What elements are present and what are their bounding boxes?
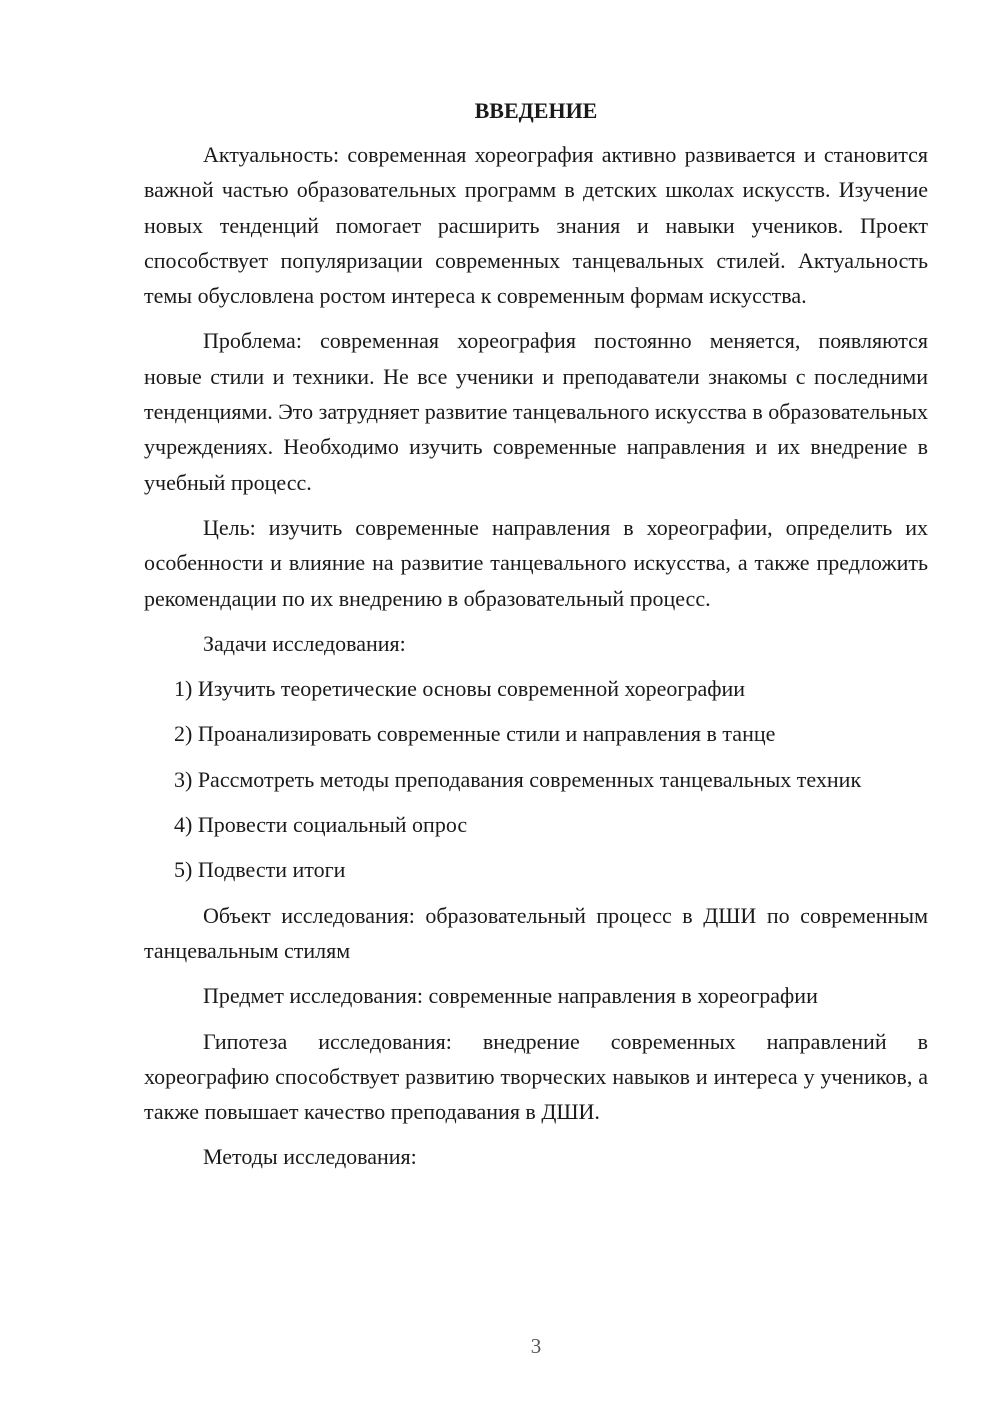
tasks-heading: Задачи исследования: (203, 630, 406, 656)
relevance-paragraph: Актуальность: современная хореография активно развивается и становится важной частью образовательных программ в детских школах искусств. Изучение новых тенденций помогает расширить знания и навыки учеников. Проект способствует популяризации современных танцевальных стилей. Актуальность темы обусловлена ростом интереса к современным формам искусства. (144, 142, 928, 309)
methods-heading: Методы исследования: (203, 1144, 417, 1170)
hypothesis-paragraph: Гипотеза исследования: внедрение современных направлений в хореографию способствует развитию творческих навыков и интереса у учеников, а также повышает качество преподавания в ДШИ. (144, 1028, 928, 1125)
task-item: 5) Подвести итоги (174, 857, 346, 883)
task-item: 3) Рассмотреть методы преподавания современных танцевальных техник (174, 766, 862, 792)
task-item: 1) Изучить теоретические основы современной хореографии (174, 676, 746, 702)
task-item: 2) Проанализировать современные стили и направления в танце (174, 721, 776, 747)
goal-paragraph: Цель: изучить современные направления в хореографии, определить их особенности и влияние на развитие танцевального искусства, а также предложить рекомендации по их внедрению в образовательный процесс. (144, 514, 928, 611)
page-number: 3 (530, 1334, 542, 1358)
problem-paragraph: Проблема: современная хореография постоянно меняется, появляются новые стили и техники. Не все ученики и преподаватели знакомы с последними тенденциями. Это затрудняет развитие танцевального искусства в образовательных учреждениях. Необходимо изучить современные направления и их внедрение в учебный процесс. (144, 328, 928, 495)
object-paragraph: Объект исследования: образовательный процесс в ДШИ по современным танцевальным стилям (144, 902, 928, 963)
document-page (144, 92, 928, 1175)
subject-paragraph: Предмет исследования: современные направления в хореографии (203, 983, 818, 1009)
section-heading: ВВЕДЕНИЕ (474, 98, 598, 123)
task-item: 4) Провести социальный опрос (174, 812, 468, 838)
tasks-list (144, 671, 928, 887)
